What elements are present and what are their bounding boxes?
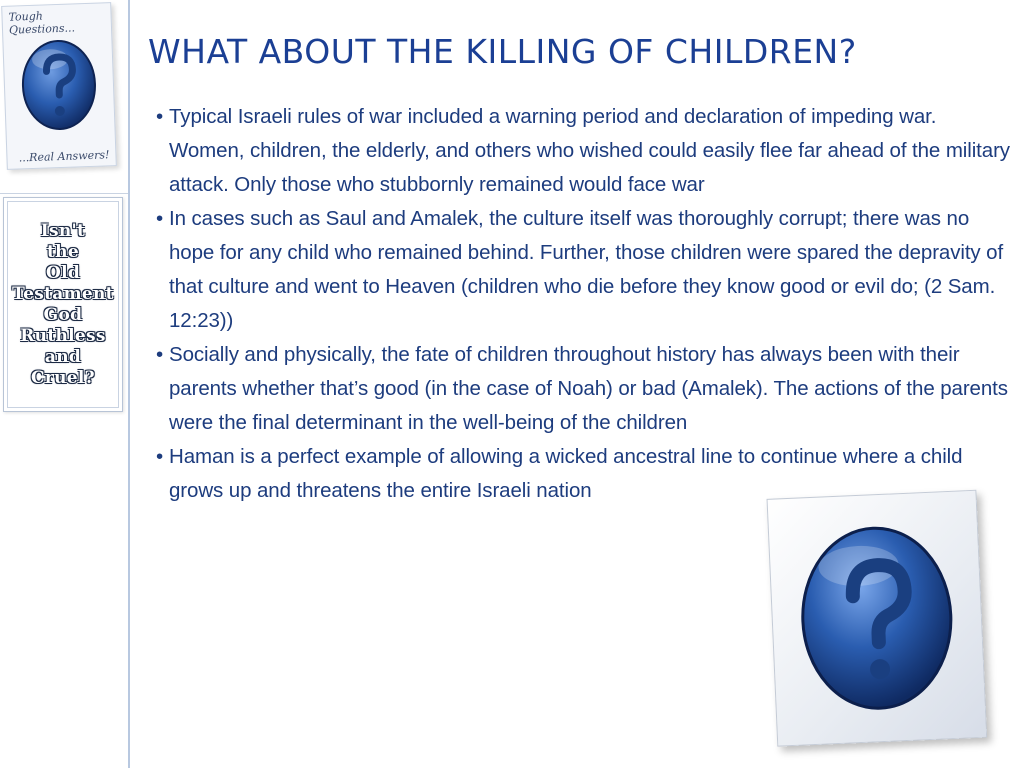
big-question-icon-frame	[767, 489, 998, 754]
question-mark-orb-icon	[795, 520, 959, 717]
sidebar-divider	[0, 193, 128, 194]
sidebar-title-line: God	[43, 304, 83, 325]
sidebar-title-line: Ruthless	[20, 325, 106, 346]
sidebar-title-line: the	[47, 241, 79, 262]
sidebar	[0, 0, 130, 768]
logo-card	[1, 2, 117, 170]
sidebar-title-line: Cruel?	[31, 367, 95, 388]
bullet-marker: •	[156, 445, 164, 468]
bullet-list	[156, 100, 1016, 508]
bullet-marker: •	[156, 343, 164, 366]
bullet-marker: •	[156, 207, 164, 230]
sidebar-title-line: Testament	[12, 283, 114, 304]
sidebar-title-line: Old	[45, 262, 81, 283]
bullet-text: Typical Israeli rules of war included a warning period and declaration of impeding war. Women, children, the elderly, and others who wished could easily flee far ahead of the military attack. Only those who stubbornly remained would face war	[169, 105, 1010, 196]
sidebar-title-line: and	[44, 346, 82, 367]
question-mark-orb-icon	[17, 30, 101, 141]
bullet-text: In cases such as Saul and Amalek, the culture itself was thoroughly corrupt; there was no hope for any child who remained behind. Further, those children were spared the depravity of that culture and went to Heaven (children who die before they know good or evil do; (2 Sam. 12:23))	[169, 207, 1004, 332]
logo-top-text: Tough Questions...	[8, 9, 76, 37]
sidebar-title	[7, 201, 119, 408]
sidebar-title-box	[3, 197, 123, 412]
sidebar-title-line: Isn't	[40, 220, 86, 241]
logo-bottom-text: ...Real Answers!	[18, 148, 110, 165]
bullet-text: Socially and physically, the fate of children throughout history has always been with their parents whether that’s good (in the case of Noah) or bad (Amalek). The actions of the parents were the final determinant in the well-being of the children	[169, 343, 1008, 434]
bullet-item	[156, 338, 1016, 440]
bullet-text: Haman is a perfect example of allowing a wicked ancestral line to continue where a child grows up and threatens the entire Israeli nation	[169, 445, 963, 502]
bullet-marker: •	[156, 105, 164, 128]
bullet-item	[156, 100, 1016, 202]
slide-title: WHAT ABOUT THE KILLING OF CHILDREN?	[148, 32, 857, 71]
bullet-item	[156, 202, 1016, 338]
